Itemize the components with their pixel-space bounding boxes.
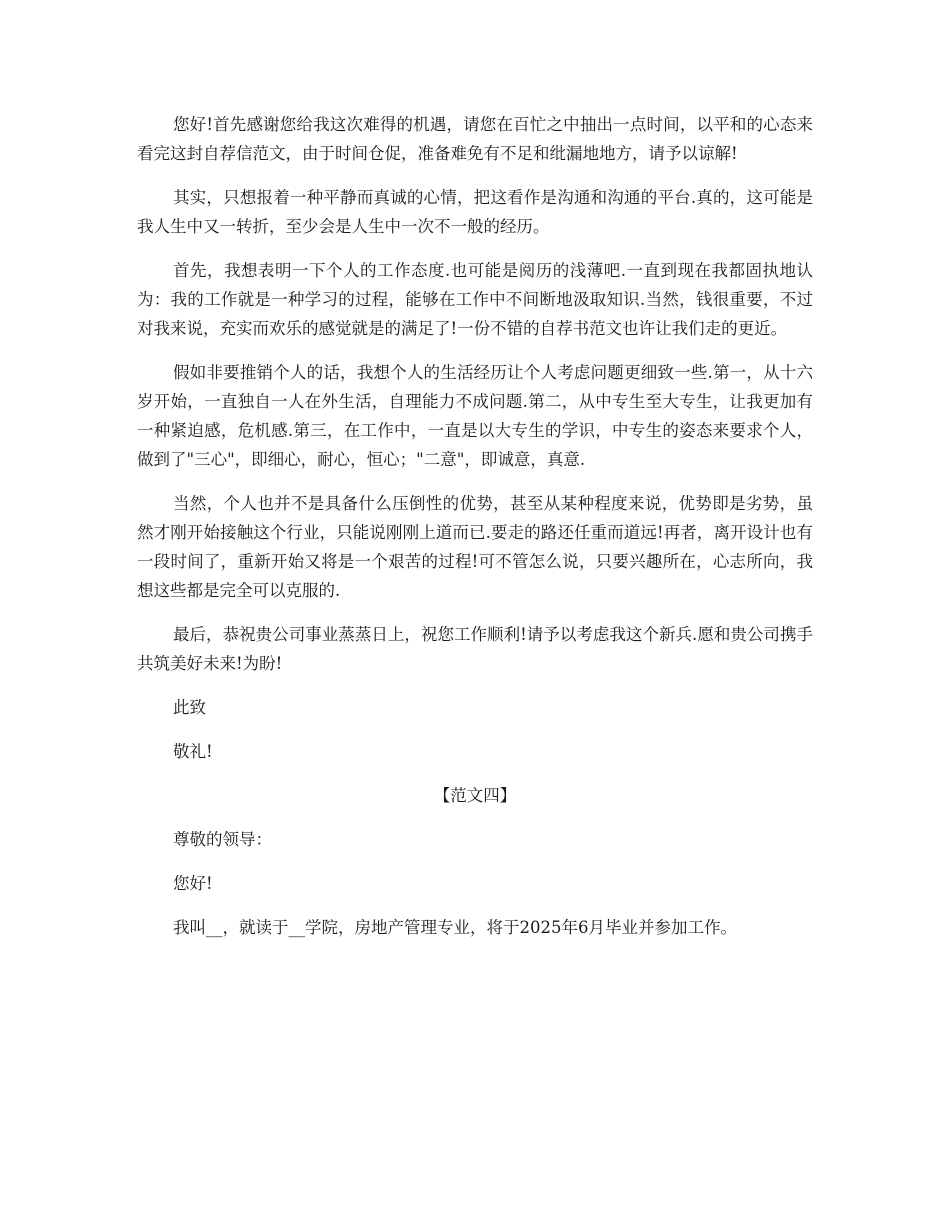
closing-line-1: 此致 — [173, 698, 206, 717]
paragraph-work-attitude: 首先，我想表明一下个人的工作态度.也可能是阅历的浅薄吧.一直到现在我都固执地认为：我的工作就是一种学习的过程，能够在工作中不间断地汲取知识.当然，钱很重要，不过对我来说，充实而欢乐的感觉就是的满足了!一份不错的自荐书范文也许让我们走的更近。 — [137, 261, 813, 338]
paragraph-closing-wishes: 最后，恭祝贵公司事业蒸蒸日上，祝您工作顺利!请予以考虑我这个新兵.愿和贵公司携手共筑美好未来!为盼! — [137, 625, 813, 673]
closing-line-2: 敬礼! — [173, 742, 213, 761]
paragraph-life-experience: 假如非要推销个人的话，我想个人的生活经历让个人考虑问题更细致一些.第一，从十六岁开始，一直独自一人在外生活，自理能力不成问题.第二，从中专生至大专生，让我更加有一种紧迫感，危机感.第三，在工作中，一直是以大专生的学识，中专生的姿态来要求个人，做到了"三心"，即细心，耐心，恒心；"二意"，即诚意，真意. — [137, 363, 813, 469]
document-body — [137, 110, 813, 957]
paragraph-sincere-intent: 其实，只想报着一种平静而真诚的心情，把这看作是沟通和沟通的平台.真的，这可能是我人生中又一转折，至少会是人生中一次不一般的经历。 — [137, 188, 813, 236]
section-heading: 【范文四】 — [433, 786, 517, 805]
paragraph-advantages: 当然，个人也并不是具备什么压倒性的优势，甚至从某种程度来说，优势即是劣势，虽然才刚开始接触这个行业，只能说刚刚上道而已.要走的路还任重而道远!再者，离开设计也有一段时间了，重新开始又将是一个艰苦的过程!可不管怎么说，只要兴趣所在，心志所向，我想这些都是完全可以克服的. — [137, 494, 813, 600]
paragraph-intro: 我叫__，就读于__学院，房地产管理专业，将于2025年6月毕业并参加工作。 — [173, 918, 737, 937]
greeting: 您好! — [173, 874, 213, 893]
salutation: 尊敬的领导： — [173, 830, 272, 849]
paragraph-greeting-thanks: 您好!首先感谢您给我这次难得的机遇，请您在百忙之中抽出一点时间，以平和的心态来看完这封自荐信范文，由于时间仓促，准备难免有不足和纰漏地地方，请予以谅解! — [137, 115, 813, 163]
